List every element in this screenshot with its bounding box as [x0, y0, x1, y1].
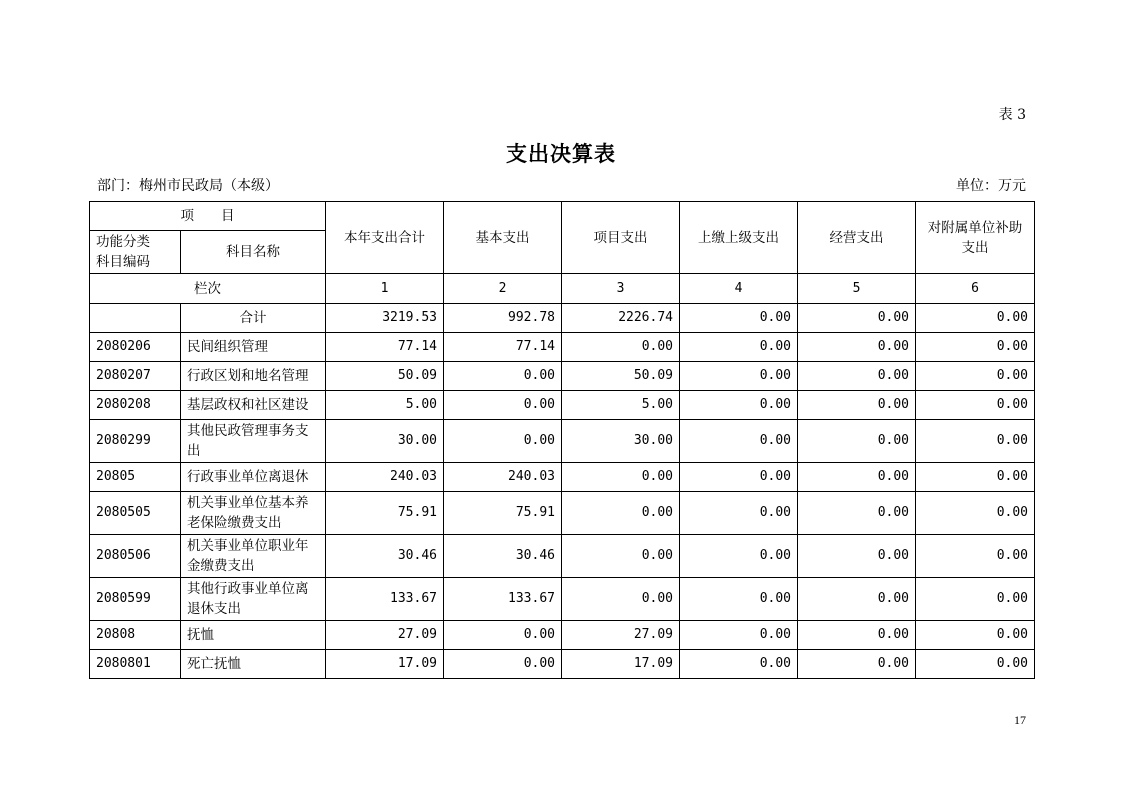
header-item-group: 项 目 [90, 202, 326, 231]
amount-cell: 0.00 [798, 650, 916, 679]
amount-cell: 0.00 [916, 304, 1035, 333]
table-row [90, 362, 1035, 391]
amount-cell: 240.03 [444, 463, 562, 492]
amount-cell: 0.00 [680, 333, 798, 362]
amount-cell: 30.46 [444, 535, 562, 578]
subject-name-cell: 抚恤 [181, 621, 326, 650]
amount-cell: 0.00 [798, 304, 916, 333]
amount-cell: 0.00 [916, 420, 1035, 463]
subject-code-cell: 2080505 [90, 492, 181, 535]
subject-code-cell: 2080801 [90, 650, 181, 679]
subject-name-cell: 行政区划和地名管理 [181, 362, 326, 391]
subject-code-cell: 2080506 [90, 535, 181, 578]
table-row [90, 463, 1035, 492]
header-project: 项目支出 [562, 202, 680, 274]
amount-cell: 0.00 [444, 391, 562, 420]
total-row [90, 304, 1035, 333]
amount-cell: 0.00 [798, 333, 916, 362]
amount-cell: 0.00 [680, 535, 798, 578]
amount-cell: 0.00 [444, 420, 562, 463]
subject-code-cell: 20808 [90, 621, 181, 650]
amount-cell: 133.67 [444, 578, 562, 621]
amount-cell: 17.09 [562, 650, 680, 679]
expenditure-table [89, 201, 1035, 679]
amount-cell: 992.78 [444, 304, 562, 333]
header-business: 经营支出 [798, 202, 916, 274]
subject-name-cell: 机关事业单位职业年金缴费支出 [181, 535, 326, 578]
amount-cell: 0.00 [798, 492, 916, 535]
header-name: 科目名称 [181, 231, 326, 274]
amount-cell: 0.00 [444, 362, 562, 391]
column-index-cell: 4 [680, 274, 798, 304]
column-index-cell: 1 [326, 274, 444, 304]
amount-cell: 0.00 [562, 578, 680, 621]
amount-cell: 0.00 [916, 391, 1035, 420]
amount-cell: 0.00 [916, 578, 1035, 621]
amount-cell: 0.00 [444, 650, 562, 679]
header-remit: 上缴上级支出 [680, 202, 798, 274]
column-index-label: 栏次 [90, 274, 326, 304]
amount-cell: 0.00 [916, 463, 1035, 492]
amount-cell: 0.00 [798, 420, 916, 463]
amount-cell: 0.00 [916, 492, 1035, 535]
amount-cell: 30.00 [562, 420, 680, 463]
amount-cell: 0.00 [916, 650, 1035, 679]
amount-cell: 3219.53 [326, 304, 444, 333]
amount-cell: 0.00 [562, 492, 680, 535]
subject-code-cell: 2080207 [90, 362, 181, 391]
unit-label: 单位：万元 [956, 178, 1026, 194]
subject-code-cell [90, 304, 181, 333]
subject-name-cell: 基层政权和社区建设 [181, 391, 326, 420]
amount-cell: 0.00 [798, 463, 916, 492]
amount-cell: 0.00 [916, 362, 1035, 391]
amount-cell: 0.00 [916, 333, 1035, 362]
amount-cell: 27.09 [326, 621, 444, 650]
subject-code-cell: 2080208 [90, 391, 181, 420]
table-row [90, 621, 1035, 650]
column-index-cell: 5 [798, 274, 916, 304]
amount-cell: 27.09 [562, 621, 680, 650]
amount-cell: 2226.74 [562, 304, 680, 333]
table-row [90, 391, 1035, 420]
column-index-cell: 3 [562, 274, 680, 304]
amount-cell: 0.00 [798, 362, 916, 391]
amount-cell: 0.00 [680, 492, 798, 535]
table-row [90, 578, 1035, 621]
subject-code-cell: 2080206 [90, 333, 181, 362]
amount-cell: 30.00 [326, 420, 444, 463]
column-index-row [90, 274, 1035, 304]
page-number: 17 [1014, 713, 1026, 727]
table-row [90, 535, 1035, 578]
amount-cell: 77.14 [326, 333, 444, 362]
amount-cell: 50.09 [562, 362, 680, 391]
table-number: 表 3 [998, 107, 1026, 123]
amount-cell: 240.03 [326, 463, 444, 492]
amount-cell: 75.91 [326, 492, 444, 535]
amount-cell: 0.00 [680, 650, 798, 679]
subject-name-cell: 合计 [181, 304, 326, 333]
amount-cell: 50.09 [326, 362, 444, 391]
subject-name-cell: 民间组织管理 [181, 333, 326, 362]
amount-cell: 5.00 [562, 391, 680, 420]
amount-cell: 133.67 [326, 578, 444, 621]
amount-cell: 0.00 [680, 463, 798, 492]
subject-name-cell: 行政事业单位离退休 [181, 463, 326, 492]
amount-cell: 0.00 [916, 621, 1035, 650]
amount-cell: 0.00 [444, 621, 562, 650]
table-row [90, 492, 1035, 535]
column-index-cell: 2 [444, 274, 562, 304]
amount-cell: 0.00 [916, 535, 1035, 578]
subject-name-cell: 死亡抚恤 [181, 650, 326, 679]
amount-cell: 0.00 [680, 420, 798, 463]
column-index-cell: 6 [916, 274, 1035, 304]
header-code: 功能分类 科目编码 [90, 231, 181, 274]
subject-code-cell: 2080299 [90, 420, 181, 463]
amount-cell: 0.00 [562, 463, 680, 492]
amount-cell: 0.00 [798, 578, 916, 621]
amount-cell: 17.09 [326, 650, 444, 679]
table-row [90, 650, 1035, 679]
amount-cell: 5.00 [326, 391, 444, 420]
amount-cell: 75.91 [444, 492, 562, 535]
subject-code-cell: 2080599 [90, 578, 181, 621]
amount-cell: 30.46 [326, 535, 444, 578]
amount-cell: 0.00 [680, 578, 798, 621]
amount-cell: 0.00 [798, 535, 916, 578]
amount-cell: 0.00 [680, 391, 798, 420]
header-subsidy: 对附属单位补助 支出 [916, 202, 1035, 274]
header-basic: 基本支出 [444, 202, 562, 274]
amount-cell: 0.00 [680, 362, 798, 391]
subject-name-cell: 机关事业单位基本养老保险缴费支出 [181, 492, 326, 535]
amount-cell: 0.00 [680, 304, 798, 333]
table-row [90, 420, 1035, 463]
page-title: 支出决算表 [506, 141, 616, 166]
subject-name-cell: 其他民政管理事务支出 [181, 420, 326, 463]
department-label: 部门：梅州市民政局（本级） [97, 178, 279, 194]
table-row [90, 333, 1035, 362]
amount-cell: 77.14 [444, 333, 562, 362]
amount-cell: 0.00 [798, 391, 916, 420]
amount-cell: 0.00 [562, 535, 680, 578]
subject-code-cell: 20805 [90, 463, 181, 492]
subject-name-cell: 其他行政事业单位离退休支出 [181, 578, 326, 621]
header-total: 本年支出合计 [326, 202, 444, 274]
amount-cell: 0.00 [798, 621, 916, 650]
amount-cell: 0.00 [562, 333, 680, 362]
amount-cell: 0.00 [680, 621, 798, 650]
